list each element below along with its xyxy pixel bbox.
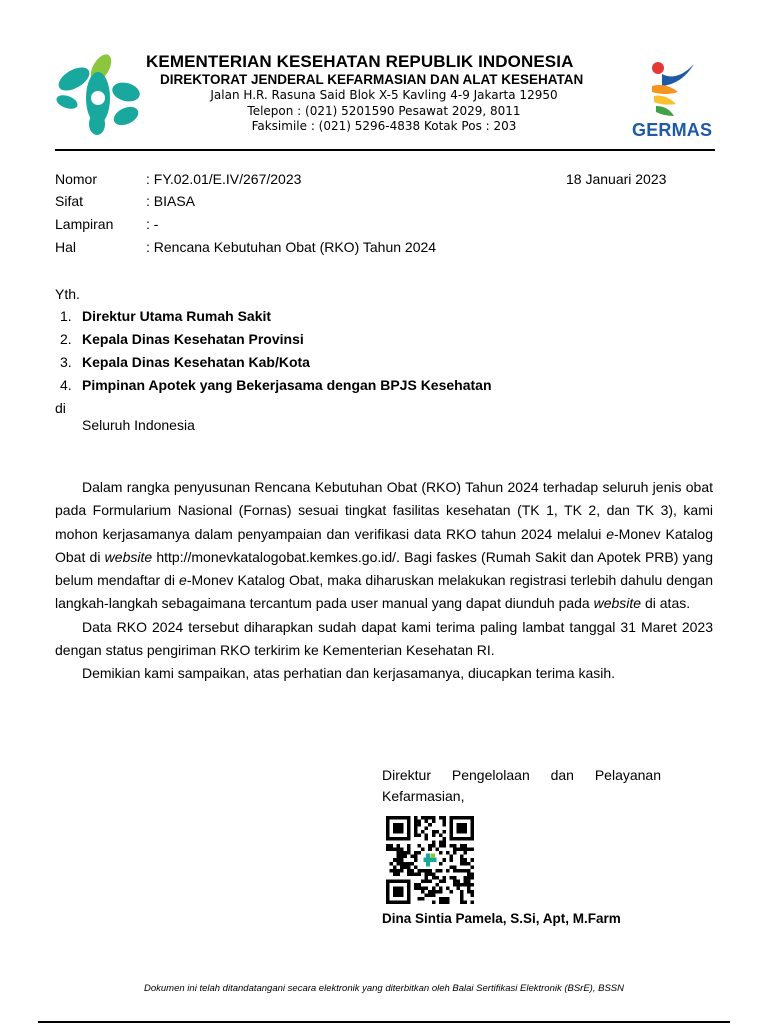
recipient-label: Direktur Utama Rumah Sakit: [82, 308, 272, 324]
hal-value: : Rencana Kebutuhan Obat (RKO) Tahun 2024: [146, 239, 437, 255]
letter-date: 18 Januari 2023: [566, 171, 667, 187]
di-label: di: [55, 400, 66, 416]
recipient-label: Pimpinan Apotek yang Bekerjasama dengan BPJS Kesehatan: [82, 377, 492, 393]
germas-wordmark: GERMAS: [632, 120, 713, 140]
ministry-name: KEMENTERIAN KESEHATAN REPUBLIK INDONESIA: [146, 52, 574, 71]
body-paragraph-1: Dalam rangka penyusunan Rencana Kebutuhan Obat (RKO) Tahun 2024 terhadap seluruh jenis obat pada Formularium Nasional (Fornas) sesuai tingkat fasilitas kesehatan (TK 1, TK 2, dan TK 3), kami mohon kerjasamanya dalam penyampaian dan verifikasi data RKO tahun 2024 melalui e-Monev Katalog Obat di website http://monevkatalogobat.kemkes.go.id/. Bagi faskes (Rumah Sakit dan Apotek PRB) yang belum mendaftar di e-Monev Katalog Obat, maka diharuskan melakukan registrasi terlebih dahulu dengan langkah-langkah sebagaimana tercantum pada user manual yang dapat diunduh pada website di atas.: [55, 479, 714, 612]
lampiran-value: : -: [146, 216, 159, 232]
signatory-title-line-2: Kefarmasian,: [382, 788, 465, 804]
recipient-label: Kepala Dinas Kesehatan Kab/Kota: [82, 354, 310, 370]
recipient-label: Kepala Dinas Kesehatan Provinsi: [82, 331, 304, 347]
nomor-label: Nomor: [55, 171, 98, 187]
body-paragraph-3: Demikian kami sampaikan, atas perhatian dan kerjasamanya, diucapkan terima kasih.: [82, 665, 616, 682]
address-line: Jalan H.R. Rasuna Said Blok X-5 Kavling 4-9 Jakarta 12950: [210, 88, 558, 102]
recipient-number: 4.: [60, 377, 72, 393]
body-paragraph-2: Data RKO 2024 tersebut diharapkan sudah dapat kami terima paling lambat tanggal 31 Maret 2023 dengan status pengiriman RKO terkirim ke Kementerian Kesehatan RI.: [55, 618, 713, 659]
nomor-value: : FY.02.01/E.IV/267/2023: [146, 171, 302, 187]
qr-code-icon: [386, 816, 474, 904]
recipient-number: 1.: [60, 308, 72, 324]
recipient-location: Seluruh Indonesia: [82, 417, 195, 433]
letter-body: [55, 476, 713, 686]
signatory-name: Dina Sintia Pamela, S.Si, Apt, M.Farm: [382, 911, 621, 926]
phone-line: Telepon : (021) 5201590 Pesawat 2029, 8011: [247, 104, 521, 118]
sifat-value: : BIASA: [146, 193, 196, 209]
footer-divider: [38, 1021, 730, 1023]
lampiran-label: Lampiran: [55, 216, 114, 232]
fax-line: Faksimile : (021) 5296-4838 Kotak Pos : 203: [251, 119, 517, 133]
e-signature-note: Dokumen ini telah ditandatangani secara elektronik yang diterbitkan oleh Balai Sertifikasi Elektronik (BSrE), BSSN: [144, 983, 624, 994]
directorate-name: DIREKTORAT JENDERAL KEFARMASIAN DAN ALAT KESEHATAN: [160, 72, 584, 87]
recipient-number: 3.: [60, 354, 72, 370]
sifat-label: Sifat: [55, 193, 84, 209]
recipient-number: 2.: [60, 331, 72, 347]
salutation: Yth.: [55, 286, 80, 302]
signatory-title: Direktur Pengelolaan dan Pelayanan: [382, 767, 661, 783]
hal-label: Hal: [55, 239, 77, 255]
letterhead-divider: [55, 149, 715, 151]
